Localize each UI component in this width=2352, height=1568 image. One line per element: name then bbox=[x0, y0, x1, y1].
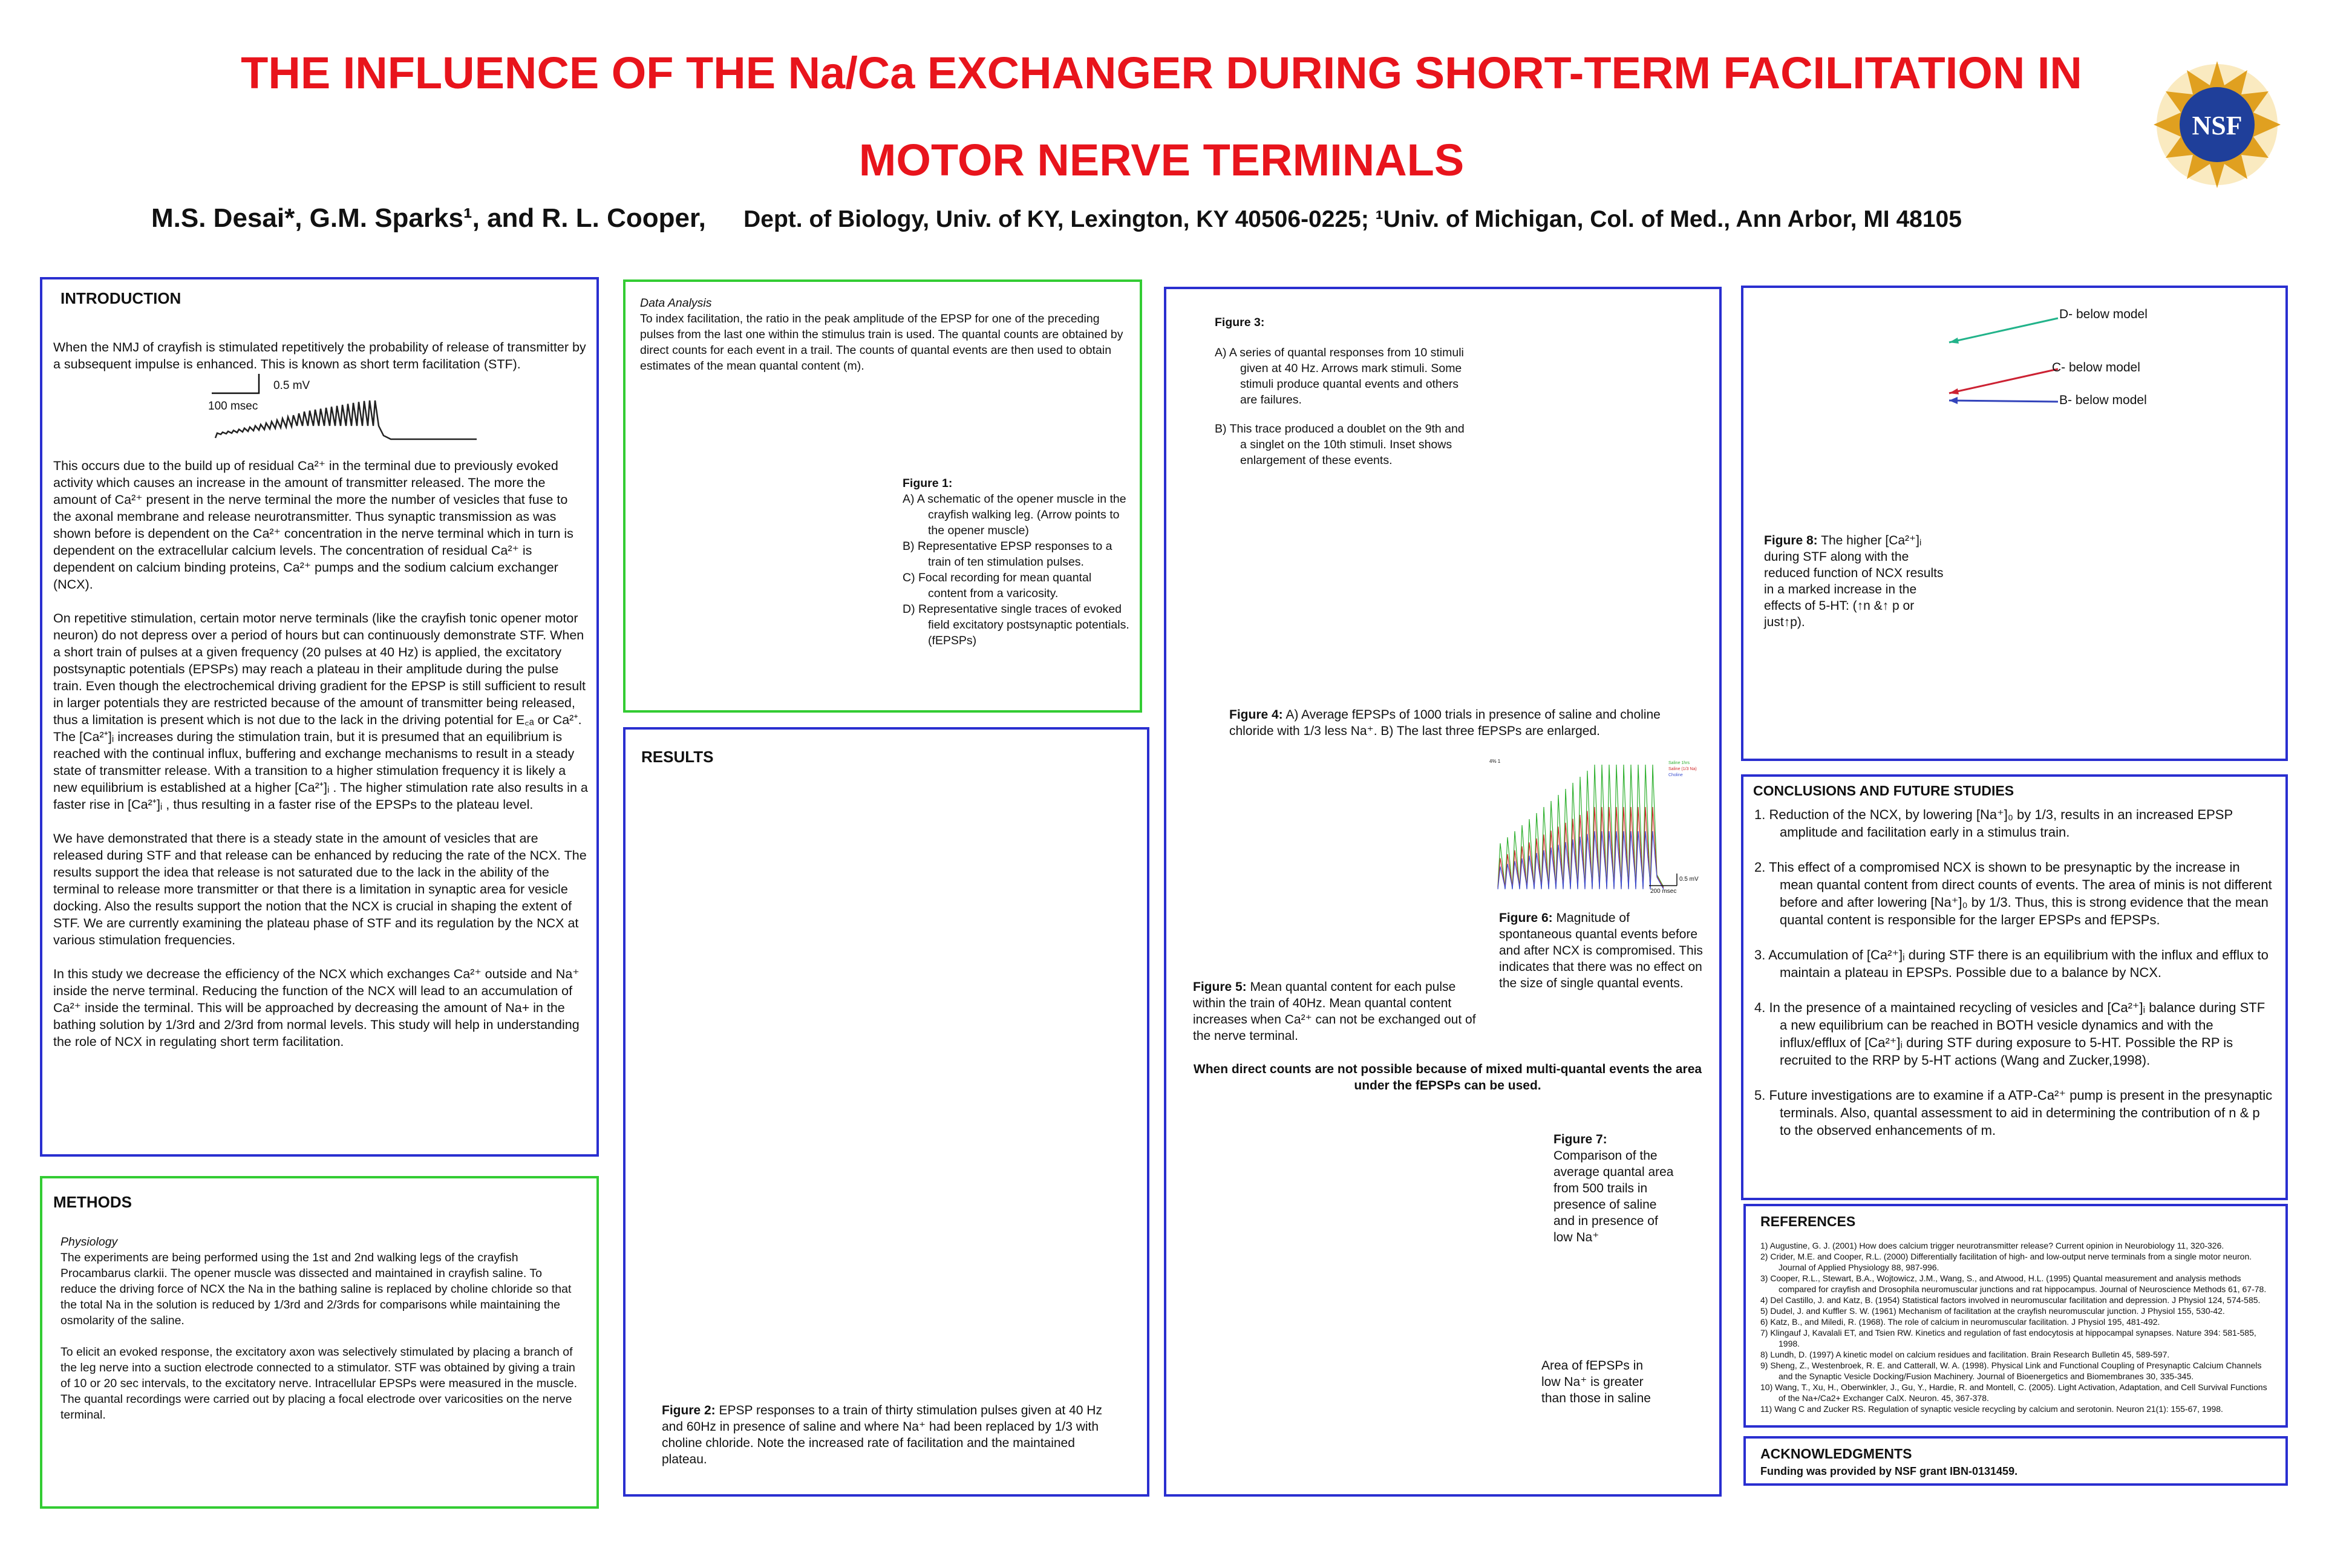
methods-paragraph-2: To elicit an evoked response, the excitatory axon was selectively stimulated by placing a branch of the leg nerve into a suction electrode connected to a stimulator. STF was obtained by giving a train of 10 or 20 sec intervals, to the excitatory nerve. Intracellular EPSPs were measured in the muscle. The quantal recordings were carried out by placing a focal electrode over varicosities on the nerve terminal. bbox=[60, 1345, 578, 1422]
acknowledgments-section bbox=[1743, 1436, 2288, 1486]
nsf-logo-text: NSF bbox=[2192, 111, 2243, 140]
methods-subheading: Physiology bbox=[60, 1235, 118, 1249]
figure8-caption bbox=[1764, 532, 1945, 630]
reference-item: 6) Katz, B., and Miledi, R. (1968). The role of calcium in neuromuscular facilitation. J Physiol 195, 481-492. bbox=[1760, 1317, 2160, 1327]
reference-item: 3) Cooper, R.L., Stewart, B.A., Wojtowicz, J.M., Wang, S., and Atwood, H.L. (1995) Quantal measurement and analysis methods compared for crayfish and Drosophila neuromuscular junctions and rat hippocampus. Journal of Neuroscience Methods 61, 67-78. bbox=[1760, 1273, 2267, 1294]
conclusions-list bbox=[1754, 806, 2275, 1139]
figure7-title: Figure 7: bbox=[1553, 1132, 1607, 1146]
figure4-scale-mv: 0.5 mV bbox=[1679, 876, 1699, 883]
figure4-legend-item: Choline bbox=[1668, 773, 1683, 777]
figures-3-7-section bbox=[1164, 287, 1722, 1497]
acknowledgments-text: Funding was provided by NSF grant IBN-0131459. bbox=[1760, 1465, 2018, 1477]
data-analysis-section bbox=[623, 279, 1142, 713]
reference-item: 5) Dudel, J. and Kuffler S. W. (1961) Mechanism of facilitation at the crayfish neuromuscular junction. J Physiol 155, 530-42. bbox=[1760, 1306, 2225, 1316]
figure8-label: Figure 8: bbox=[1764, 534, 1818, 547]
figure8-text: The higher [Ca²⁺]ᵢ during STF along with the reduced function of NCX results in a marked increase in the effects of 5-HT: (↑n &↑ p or just↑p). bbox=[1764, 534, 1944, 629]
affiliation: Dept. of Biology, Univ. of KY, Lexington, KY 40506-0225; ¹Univ. of Michigan, Col. of Med., Ann Arbor, MI 48105 bbox=[743, 206, 1962, 232]
figure5-caption bbox=[1193, 979, 1477, 1044]
conclusion-item: 2. This effect of a compromised NCX is shown to be presynaptic by the increase in mean quantal content from direct counts of events. The area of minis is not different before and after lowering [Na⁺]₀ by 1/3. Thus, this is strong evidence that the mean quantal content is responsible for the larger EPSPs and fEPSPs. bbox=[1754, 860, 2272, 927]
conclusions-heading: CONCLUSIONS AND FUTURE STUDIES bbox=[1753, 783, 2014, 799]
figure5-label: Figure 5: bbox=[1193, 980, 1247, 994]
references-section bbox=[1743, 1204, 2288, 1428]
methods-heading: METHODS bbox=[53, 1193, 132, 1211]
intro-paragraph-1: When the NMJ of crayfish is stimulated repetitively the probability of release of transmitter by a subsequent impulse is enhanced. This is known as short term facilitation (STF). bbox=[53, 340, 586, 371]
figure1-item: C) Focal recording for mean quantal content from a varicosity. bbox=[903, 571, 1092, 600]
reference-item: 1) Augustine, G. J. (2001) How does calcium trigger neurotransmitter release? Current opinion in Neurobiology 11, 320-326. bbox=[1760, 1241, 2224, 1250]
author-line bbox=[151, 203, 1962, 234]
methods-body bbox=[60, 1234, 581, 1423]
figure3-caption bbox=[1215, 315, 1469, 468]
trace-scale-mv: 0.5 mV bbox=[273, 379, 310, 392]
figure2-text: EPSP responses to a train of thirty stimulation pulses given at 40 Hz and 60Hz in presence of saline and where Na⁺ had been replaced by 1/3 with choline chloride. Note the increased rate of facilitation and the maintained plateau. bbox=[662, 1403, 1102, 1466]
data-analysis-block bbox=[640, 295, 1124, 374]
reference-item: 4) Del Castillo, J. and Katz, B. (1954) Statistical factors involved in neuromuscular facilitation and depression. J Physiol 124, 574-585. bbox=[1760, 1295, 2261, 1305]
figure1-item: A) A schematic of the opener muscle in the crayfish walking leg. (Arrow points to the opener muscle) bbox=[903, 492, 1126, 537]
reference-item: 8) Lundh, D. (1997) A kinetic model on calcium residues and facilitation. Brain Research Bulletin 45, 589-597. bbox=[1760, 1350, 2170, 1359]
figure6-text: Magnitude of spontaneous quantal events before and after NCX is compromised. This indicates that there was no effect on the size of single quantal events. bbox=[1499, 911, 1703, 990]
figure8-section bbox=[1741, 286, 2288, 761]
figure1-item: D) Representative single traces of evoked field excitatory postsynaptic potentials. (fEPSPs) bbox=[903, 603, 1129, 647]
figure8-legend-item: B- below model bbox=[2059, 393, 2147, 407]
intro-paragraph-2: This occurs due to the build up of residual Ca²⁺ in the terminal due to previously evoked activity which causes an increase in the amount of transmitter released. The more the amount of Ca²⁺ present in the nerve terminal the more the number of vesicles that fuse to the axonal membrane and release neurotransmitter. Thus synaptic transmission as was shown before is dependent on the Ca²⁺ concentration in the nerve terminal which in turn is dependent on the extracellular calcium levels. The concentration of residual Ca²⁺ is dependent on calcium binding proteins, Ca²⁺ pumps and the sodium calcium exchanger (NCX). bbox=[53, 459, 573, 592]
intro-paragraph-3: On repetitive stimulation, certain motor nerve terminals (like the crayfish tonic opener motor neuron) do not depress over a period of hours but can continuously demonstrate STF. When a short train of pulses at a given frequency (20 pulses at 40 Hz) is applied, the excitatory postsynaptic potentials (EPSPs) may reach a plateau in their amplitude during the pulse train. Even though the electrochemical driving gradient for the EPSP is still sufficient to result in larger potentials they are restricted because of the amount of transmitter being released, thus a limitation is present which is not due to the lack in the driving potential for E꜀ₐ or Ca²⁺. The [Ca²⁺]ᵢ increases during the stimulation train, but it is presumed that an equilibrium is reached with the continual influx, buffering and exchange mechanisms to result in a steady state of transmitter release. With a transition to a higher stimulation frequency it is likely a new equilibrium is established at a higher [Ca²⁺]ᵢ . The higher stimulation rate also results in a faster rise in [Ca²⁺]ᵢ , thus resulting in a faster rise of the EPSPs to the plateau level. bbox=[53, 611, 588, 812]
references-list bbox=[1760, 1240, 2275, 1414]
nsf-logo bbox=[2151, 58, 2284, 191]
figure4-legend-item: Saline (1/3 Na) bbox=[1668, 767, 1697, 771]
poster-title-line2: MOTOR NERVE TERMINALS bbox=[858, 135, 1465, 185]
references-heading: REFERENCES bbox=[1760, 1214, 1856, 1229]
figure3-part-b: B) This trace produced a doublet on the 9th and a singlet on the 10th stimuli. Inset shows enlargement of these events. bbox=[1215, 422, 1465, 467]
conclusions-section bbox=[1741, 774, 2288, 1200]
introduction-body bbox=[53, 339, 588, 1067]
figure8-legend-item: C- below model bbox=[2052, 361, 2140, 374]
reference-item: 2) Crider, M.E. and Cooper, R.L. (2000) Differentially facilitation of high- and low-output nerve terminals from a single motor neuron. Journal of Applied Physiology 88, 987-996. bbox=[1760, 1252, 2252, 1272]
conclusion-item: 4. In the presence of a maintained recycling of vesicles and [Ca²⁺]ᵢ balance during STF a new equilibrium can be reached in BOTH vesicle dynamics and with the influx/efflux of [Ca²⁺]ᵢ during STF during exposure to 5-HT. Possible the RP is recruited to the RRP by 5-HT actions (Wang and Zucker,1998). bbox=[1754, 1000, 2265, 1068]
figure3-title: Figure 3: bbox=[1215, 316, 1265, 329]
reference-item: 9) Sheng, Z., Westenbroek, R. E. and Catterall, W. A. (1998). Physical Link and Functional Coupling of Presynaptic Calcium Channels and the Synaptic Vesicle Docking/Fusion Machinery. Journal of Bioenergetics and Biomembranes 30, 335-345. bbox=[1760, 1361, 2262, 1381]
figure7-note: Area of fEPSPs in low Na⁺ is greater than those in saline bbox=[1541, 1359, 1651, 1405]
figure6-caption bbox=[1499, 910, 1705, 991]
figure4-label: Figure 4: bbox=[1229, 708, 1283, 722]
figure1-item: B) Representative EPSP responses to a train of ten stimulation pulses. bbox=[903, 540, 1112, 569]
figure4-axis-label: 4% 1 bbox=[1489, 759, 1501, 764]
results-section bbox=[623, 727, 1149, 1497]
introduction-heading: INTRODUCTION bbox=[60, 289, 181, 307]
figure8-legend-item: D- below model bbox=[2059, 307, 2148, 321]
figure2-label: Figure 2: bbox=[662, 1403, 716, 1417]
intro-paragraph-5: In this study we decrease the efficiency of the NCX which exchanges Ca²⁺ outside and Na⁺ inside the nerve terminal. Reducing the function of the NCX will lead to an accumulation of Ca²⁺ inside the terminal. This will be approached by decreasing the amount of Na+ in the bathing solution by 1/3rd and 2/3rd from normal levels. This study will help in understanding the role of NCX in regulating short term facilitation. bbox=[53, 967, 580, 1049]
figure3-part-a: A) A series of quantal responses from 10 stimuli given at 40 Hz. Arrows mark stimuli. Some stimuli produce quantal events and others are failures. bbox=[1215, 346, 1464, 407]
authors: M.S. Desai*, G.M. Sparks¹, and R. L. Cooper, bbox=[151, 203, 706, 233]
acknowledgments-heading: ACKNOWLEDGMENTS bbox=[1760, 1446, 1912, 1462]
figure2-caption bbox=[662, 1402, 1109, 1468]
figure4-caption bbox=[1229, 707, 1707, 739]
figure7-text: Comparison of the average quantal area from 500 trails in presence of saline and in presence of low Na⁺ bbox=[1553, 1149, 1674, 1244]
conclusion-item: 5. Future investigations are to examine if a ATP-Ca²⁺ pump is present in the presynaptic terminals. Also, quantal assessment to aid in determining the contribution of n & p to the observed enhancements of m. bbox=[1754, 1088, 2273, 1138]
figure1-caption bbox=[903, 475, 1132, 648]
figure4-scale-ms: 200 msec bbox=[1650, 888, 1677, 895]
reference-item: 7) Klingauf J, Kavalali ET, and Tsien RW. Kinetics and regulation of fast endocytosis at hippocampal synapses. Nature 394: 581-585, 1998. bbox=[1760, 1328, 2256, 1348]
mixed-events-note: When direct counts are not possible because of mixed multi-quantal events the area under the fEPSPs can be used. bbox=[1193, 1062, 1702, 1093]
trace-scale-ms: 100 msec bbox=[208, 400, 258, 413]
methods-section bbox=[40, 1176, 599, 1509]
figure4-plot bbox=[1486, 759, 1717, 910]
conclusion-item: 3. Accumulation of [Ca²⁺]ᵢ during STF there is an equilibrium with the influx and efflux to maintain a plateau in EPSPs. Possible due to a balance by NCX. bbox=[1754, 947, 2269, 980]
conclusion-item: 1. Reduction of the NCX, by lowering [Na⁺]₀ by 1/3, results in an increased EPSP amplitude and facilitation early in a stimulus train. bbox=[1754, 807, 2233, 840]
figure1-title: Figure 1: bbox=[903, 477, 953, 490]
poster-title-line1: THE INFLUENCE OF THE Na/Ca EXCHANGER DURING SHORT-TERM FACILITATION IN bbox=[241, 48, 2082, 98]
reference-item: 11) Wang C and Zucker RS. Regulation of synaptic vesicle recycling by calcium and serotonin. Neuron 21(1): 155-67, 1998. bbox=[1760, 1404, 2223, 1414]
stf-trace-figure bbox=[53, 373, 588, 457]
figure4-text: A) Average fEPSPs of 1000 trials in presence of saline and choline chloride with 1/3 less Na⁺. B) The last three fEPSPs are enlarged. bbox=[1229, 708, 1661, 738]
introduction-section bbox=[40, 277, 599, 1157]
intro-paragraph-4: We have demonstrated that there is a steady state in the amount of vesicles that are released during STF and that release can be enhanced by reducing the rate of the NCX. The results support the idea that release is not saturated due to the lack in the ability of the terminal to release more transmitter or that there is a limitation in synaptic area for vesicle docking. Also the results support the notion that the NCX is crucial in shaping the extent of STF. We are currently examining the plateau phase of STF and its regulation by the NCX at various stimulation frequencies. bbox=[53, 831, 587, 947]
data-analysis-text: To index facilitation, the ratio in the peak amplitude of the EPSP for one of the preceding pulses from the last one within the stimulus train is used. The quantal counts are obtained by direct counts for each event in a trail. The counts of quantal events are then used to obtain estimates of the mean quantal content (m). bbox=[640, 312, 1123, 373]
figure5-text: Mean quantal content for each pulse within the train of 40Hz. Mean quantal content increases when Ca²⁺ can not be exchanged out of the nerve terminal. bbox=[1193, 980, 1476, 1043]
figure4-legend-item: Saline 1hrs bbox=[1668, 761, 1690, 765]
data-analysis-heading: Data Analysis bbox=[640, 296, 712, 310]
reference-item: 10) Wang, T., Xu, H., Oberwinkler, J., Gu, Y., Hardie, R. and Montell, C. (2005). Light Activation, Adaptation, and Cell Survival Functions of the Na+/Ca2+ Exchanger CalX. Neuron. 45, 367-378. bbox=[1760, 1382, 2267, 1403]
methods-paragraph-1: The experiments are being performed using the 1st and 2nd walking legs of the crayfish Procambarus clarkii. The opener muscle was dissected and maintained in crayfish saline. To reduce the driving force of NCX the Na in the bathing saline is replaced by choline chloride so that the total Na in the solution is reduced by 1/3rd and 2/3rds for comparisons while maintaining the osmolarity of the saline. bbox=[60, 1251, 572, 1327]
figure6-label: Figure 6: bbox=[1499, 911, 1553, 925]
results-heading: RESULTS bbox=[641, 748, 714, 766]
figure7-caption bbox=[1553, 1131, 1674, 1246]
